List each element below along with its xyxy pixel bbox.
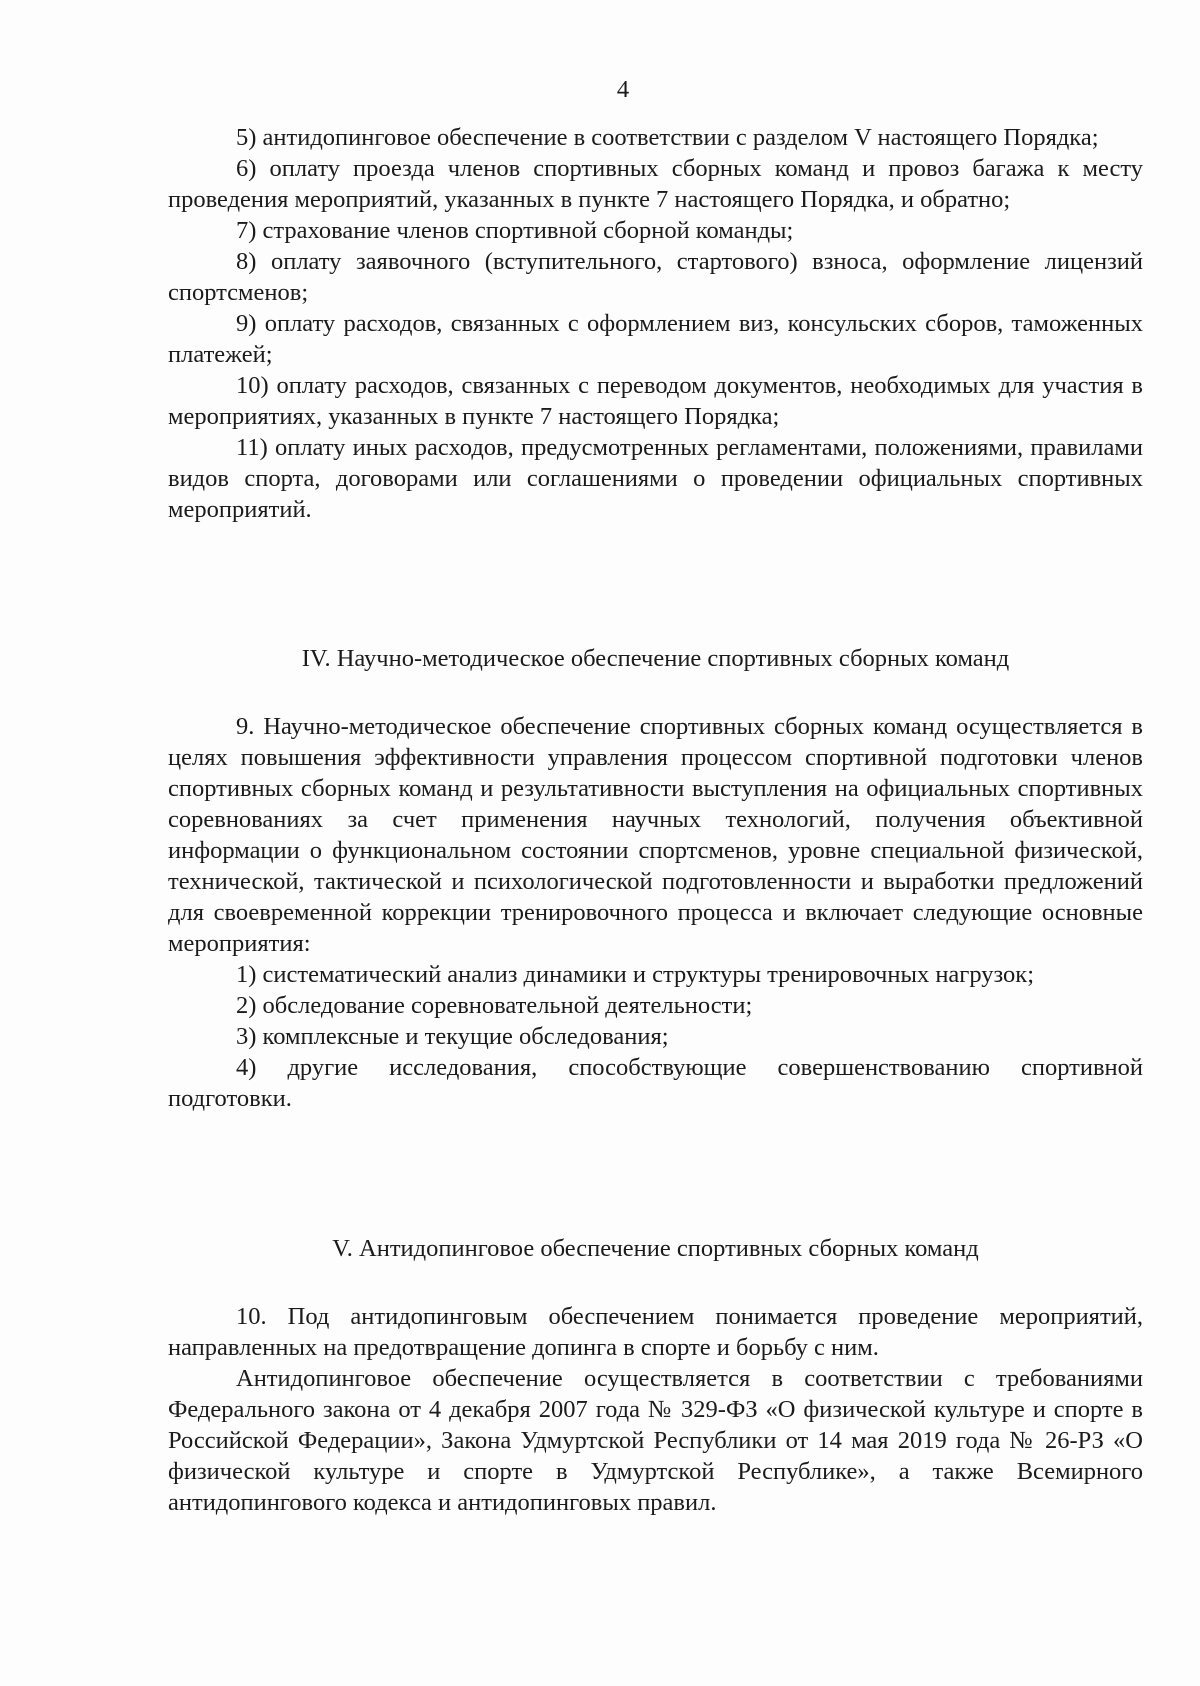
section-4-heading-block [168,643,1143,674]
list-item: 8) оплату заявочного (вступительного, стартового) взноса, оформление лицензий спортсменов; [168,248,1143,306]
list-item: 9) оплату расходов, связанных с оформлением виз, консульских сборов, таможенных платежей; [168,310,1143,368]
list-item: 5) антидопинговое обеспечение в соответствии с разделом V настоящего Порядка; [236,124,1099,151]
list-item: 2) обследование соревновательной деятельности; [236,992,753,1019]
section-5-paragraph-2: Антидопинговое обеспечение осуществляется в соответствии с требованиями Федерального закона от 4 декабря 2007 года № 329-ФЗ «О физической культуре и спорте в Российской Федерации», Закона Удмуртской Республики от 14 мая 2019 года № 26-РЗ «О физической культуре и спорте в Удмуртской Республике», а также Всемирного антидопингового кодекса и антидопинговых правил. [168,1365,1143,1516]
list-item: 6) оплату проезда членов спортивных сборных команд и провоз багажа к месту проведения мероприятий, указанных в пункте 7 настоящего Порядка, и обратно; [168,155,1143,213]
section-5-paragraph-1: 10. Под антидопинговым обеспечением понимается проведение мероприятий, направленных на предотвращение допинга в спорте и борьбу с ним. [168,1303,1143,1361]
funding-list [168,122,1143,525]
list-item: 11) оплату иных расходов, предусмотренных регламентами, положениями, правилами видов спорта, договорами или соглашениями о проведении официальных спортивных мероприятий. [168,434,1143,523]
list-item: 3) комплексные и текущие обследования; [236,1023,669,1050]
section-4-heading: IV. Научно-методическое обеспечение спортивных сборных команд [301,645,1010,672]
list-item: 7) страхование членов спортивной сборной команды; [236,217,794,244]
section-5-body [168,1301,1143,1518]
list-item: 1) систематический анализ динамики и структуры тренировочных нагрузок; [236,961,1035,988]
section-5-heading-block [168,1233,1143,1264]
list-item: 10) оплату расходов, связанных с переводом документов, необходимых для участия в мероприятиях, указанных в пункте 7 настоящего Порядка; [168,372,1143,430]
page-number: 4 [616,76,630,103]
section-5-heading: V. Антидопинговое обеспечение спортивных сборных команд [332,1235,979,1262]
section-4-body [168,711,1143,1114]
list-item: 4) другие исследования, способствующие совершенствованию спортивной подготовки. [168,1054,1143,1112]
section-4-paragraph: 9. Научно-методическое обеспечение спортивных сборных команд осуществляется в целях повышения эффективности управления процессом спортивной подготовки членов спортивных сборных команд и результативности выступления на официальных спортивных соревнованиях за счет применения научных технологий, получения объективной информации о функциональном состоянии спортсменов, уровне специальной физической, технической, тактической и психологической подготовленности и выработки предложений для своевременной коррекции тренировочного процесса и включает следующие основные мероприятия: [168,713,1143,957]
